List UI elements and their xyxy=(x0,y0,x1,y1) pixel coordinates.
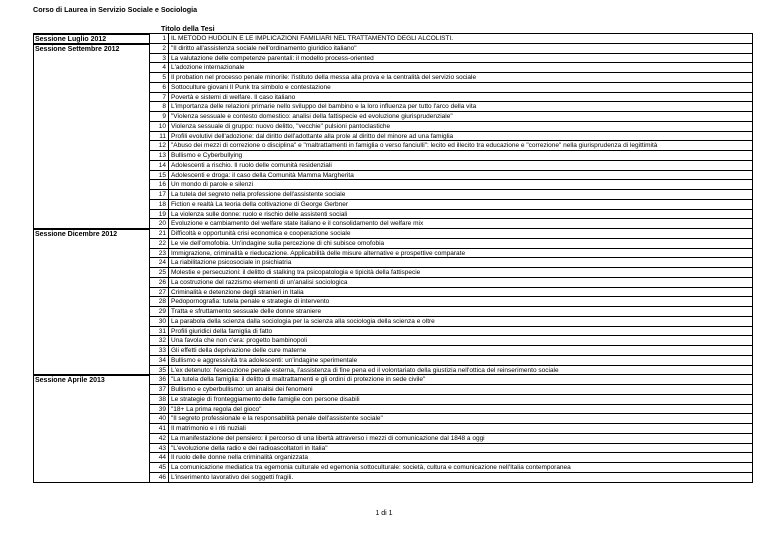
table-row xyxy=(33,151,753,161)
thesis-title: La costruzione del razzismo elementi di un'analisi sociologica xyxy=(168,278,753,288)
table-row xyxy=(33,44,753,54)
table-row xyxy=(33,141,753,151)
session-cell xyxy=(33,385,149,395)
table-row xyxy=(33,434,753,444)
row-number: 14 xyxy=(149,161,168,171)
thesis-title: Una favola che non c'era: progetto bambinopoli xyxy=(168,336,753,346)
row-number: 24 xyxy=(149,258,168,268)
table-row xyxy=(33,112,753,122)
session-cell xyxy=(33,366,149,376)
session-cell xyxy=(33,307,149,317)
row-number: 38 xyxy=(149,395,168,405)
session-cell xyxy=(33,112,149,122)
table-row xyxy=(33,63,753,73)
table-row xyxy=(33,34,753,44)
row-number: 33 xyxy=(149,346,168,356)
thesis-title: Evoluzione e cambiamento del welfare state italiano e il consolidamento del welfare mix xyxy=(168,219,753,229)
session-cell xyxy=(33,239,149,249)
table-row xyxy=(33,122,753,132)
session-cell xyxy=(33,473,149,483)
session-cell xyxy=(33,424,149,434)
thesis-title: L'importanza delle relazioni primarie nello sviluppo del bambino e la loro influenza per tutto l'arco della vita xyxy=(168,102,753,112)
row-number: 43 xyxy=(149,444,168,454)
thesis-title: Le strategie di fronteggiamento delle famiglie con persone disabili xyxy=(168,395,753,405)
table-row xyxy=(33,210,753,220)
session-cell xyxy=(33,122,149,132)
session-cell xyxy=(33,83,149,93)
row-number: 46 xyxy=(149,473,168,483)
table-row xyxy=(33,444,753,454)
thesis-title: La comunicazione mediatica tra egemonia culturale ed egemonia sottoculturale: società, cultura e comunicazione nell'Italia contemporanea xyxy=(168,463,753,473)
thesis-title: Gli effetti della deprivazione delle cure materne xyxy=(168,346,753,356)
table-row xyxy=(33,102,753,112)
session-cell xyxy=(33,73,149,83)
table-row xyxy=(33,93,753,103)
table-row xyxy=(33,229,753,239)
session-cell xyxy=(33,151,149,161)
row-number: 44 xyxy=(149,453,168,463)
table-row xyxy=(33,54,753,64)
thesis-title: La tutela del segreto nella professione dell'assistente sociale xyxy=(168,190,753,200)
row-number: 10 xyxy=(149,122,168,132)
table-row xyxy=(33,414,753,424)
thesis-title: Sottoculture giovani Il Punk tra simbolo e contestazione xyxy=(168,83,753,93)
thesis-title: Immigrazione, criminalità e rieducazione. Applicabilità delle misure alternative e prospettive comparate xyxy=(168,249,753,259)
table-row xyxy=(33,249,753,259)
session-cell xyxy=(33,258,149,268)
thesis-title: Adolescenti e droga: il caso della Comunità Mamma Margherita xyxy=(168,171,753,181)
thesis-title: La violenza sulle donne: ruolo e rischio delle assistenti sociali xyxy=(168,210,753,220)
session-cell xyxy=(33,297,149,307)
table-row xyxy=(33,132,753,142)
row-number: 12 xyxy=(149,141,168,151)
table-row xyxy=(33,463,753,473)
row-number: 3 xyxy=(149,54,168,64)
thesis-title: Molestie e persecuzioni: il delitto di stalking tra psicopatologia e tipicità della fattispecie xyxy=(168,268,753,278)
row-number: 25 xyxy=(149,268,168,278)
thesis-title: "18+ La prima regola del gioco" xyxy=(168,405,753,415)
session-cell xyxy=(33,190,149,200)
session-cell xyxy=(33,453,149,463)
thesis-title: Povertà e sistemi di welfare. Il caso italiano xyxy=(168,93,753,103)
row-number: 6 xyxy=(149,83,168,93)
row-number: 27 xyxy=(149,288,168,298)
session-cell xyxy=(33,414,149,424)
row-number: 8 xyxy=(149,102,168,112)
table-row xyxy=(33,171,753,181)
row-number: 39 xyxy=(149,405,168,415)
row-number: 19 xyxy=(149,210,168,220)
thesis-table xyxy=(33,33,753,483)
thesis-title: Le vie dell'omofobia. Un'indagine sulla percezione di chi subisce omofobia xyxy=(168,239,753,249)
session-cell xyxy=(33,444,149,454)
table-row xyxy=(33,366,753,376)
table-row xyxy=(33,258,753,268)
session-cell xyxy=(33,405,149,415)
table-row xyxy=(33,83,753,93)
session-cell xyxy=(33,327,149,337)
thesis-title: Bullismo e cyberbullismo: un analisi dei fenomeni xyxy=(168,385,753,395)
session-cell xyxy=(33,463,149,473)
row-number: 5 xyxy=(149,73,168,83)
thesis-title: Criminalità e detenzione degli stranieri in Italia xyxy=(168,288,753,298)
row-number: 41 xyxy=(149,424,168,434)
thesis-title: IL METODO HUDOLIN E LE IMPLICAZIONI FAMILIARI NEL TRATTAMENTO DEGLI ALCOLISTI. xyxy=(168,34,753,44)
row-number: 42 xyxy=(149,434,168,444)
thesis-title: Difficoltà e opportunità crisi economica e cooperazione sociale xyxy=(168,229,753,239)
table-row xyxy=(33,268,753,278)
table-row xyxy=(33,453,753,463)
session-cell xyxy=(33,93,149,103)
row-number: 11 xyxy=(149,132,168,142)
table-row xyxy=(33,278,753,288)
thesis-title: Profili evolutivi dell'adozione: dal diritto dell'adottante alla prole al diritto del minore ad una famiglia xyxy=(168,132,753,142)
table-row xyxy=(33,190,753,200)
session-cell xyxy=(33,141,149,151)
row-number: 13 xyxy=(149,151,168,161)
thesis-title: "Abuso dei mezzi di correzione o disciplina" e "maltrattamenti in famiglia o verso fanciulli": lecito ed illecito tra educazione e "correzione" nella giurisprudenza di legittimità xyxy=(168,141,753,151)
row-number: 45 xyxy=(149,463,168,473)
session-cell xyxy=(33,102,149,112)
session-cell xyxy=(33,336,149,346)
thesis-title: Bullismo e Cyberbullying xyxy=(168,151,753,161)
table-row xyxy=(33,219,753,229)
thesis-title: Il ruolo delle donne nella criminalità organizzata xyxy=(168,453,753,463)
session-cell: Sessione Aprile 2013 xyxy=(33,375,149,385)
thesis-title: Profili giuridici della famiglia di fatto xyxy=(168,327,753,337)
table-row xyxy=(33,327,753,337)
session-cell xyxy=(33,63,149,73)
thesis-title: Fiction e realtà La teoria della coltivazione di George Gerbner xyxy=(168,200,753,210)
page-number: 1 di 1 xyxy=(375,510,393,517)
session-cell xyxy=(33,268,149,278)
row-number: 34 xyxy=(149,356,168,366)
thesis-title: La parabola della scienza dalla sociologia per la scienza alla sociologia della scienza e oltre xyxy=(168,317,753,327)
table-row xyxy=(33,161,753,171)
row-number: 35 xyxy=(149,366,168,376)
table-row xyxy=(33,239,753,249)
thesis-title: Violenza sessuale di gruppo: nuovo delitto, "vecchie" pulsioni pantoclastiche xyxy=(168,122,753,132)
session-cell: Sessione Settembre 2012 xyxy=(33,44,149,54)
thesis-title: L'ex detenuto: l'esecuzione penale esterna, l'assistenza di fine pena ed il volontariato della giustizia nell'ottica del reinserimento sociale xyxy=(168,366,753,376)
table-row xyxy=(33,297,753,307)
session-cell xyxy=(33,288,149,298)
session-cell xyxy=(33,161,149,171)
session-cell xyxy=(33,219,149,229)
row-number: 20 xyxy=(149,219,168,229)
row-number: 26 xyxy=(149,278,168,288)
table-row xyxy=(33,424,753,434)
row-number: 23 xyxy=(149,249,168,259)
row-number: 40 xyxy=(149,414,168,424)
row-number: 4 xyxy=(149,63,168,73)
session-cell: Sessione Luglio 2012 xyxy=(33,34,149,44)
session-cell xyxy=(33,356,149,366)
thesis-title: "Il segreto professionale e la responsabilità penale dell'assistente sociale" xyxy=(168,414,753,424)
table-row xyxy=(33,288,753,298)
thesis-title: Pedopornografia: tutela penale e strategie di intervento xyxy=(168,297,753,307)
session-cell: Sessione Dicembre 2012 xyxy=(33,229,149,239)
row-number: 36 xyxy=(149,375,168,385)
table-row xyxy=(33,395,753,405)
session-cell xyxy=(33,395,149,405)
thesis-title: Bullismo e aggressività tra adolescenti: un'indagine sperimentale xyxy=(168,356,753,366)
session-cell xyxy=(33,249,149,259)
row-number: 9 xyxy=(149,112,168,122)
row-number: 37 xyxy=(149,385,168,395)
thesis-title: "Violenza sessuale e contesto domestico: analisi della fattispecie ed evoluzione giurisprudenziale" xyxy=(168,112,753,122)
table-row xyxy=(33,73,753,83)
thesis-title: "Il diritto all'assistenza sociale nell'ordinamento giuridico italiano" xyxy=(168,44,753,54)
table-row xyxy=(33,375,753,385)
row-number: 2 xyxy=(149,44,168,54)
document-title: Corso di Laurea in Servizio Sociale e Sociologia xyxy=(33,5,198,14)
thesis-title: La manifestazione del pensiero: il percorso di una libertà attraverso i mezzi di comunicazione dal 1848 a oggi xyxy=(168,434,753,444)
table-row xyxy=(33,200,753,210)
row-number: 17 xyxy=(149,190,168,200)
table-row xyxy=(33,473,753,483)
row-number: 29 xyxy=(149,307,168,317)
table-row xyxy=(33,336,753,346)
thesis-title: Adolescenti a rischio. Il ruolo delle comunità residenziali xyxy=(168,161,753,171)
session-cell xyxy=(33,132,149,142)
row-number: 30 xyxy=(149,317,168,327)
row-number: 1 xyxy=(149,34,168,44)
row-number: 32 xyxy=(149,336,168,346)
session-cell xyxy=(33,180,149,190)
row-number: 22 xyxy=(149,239,168,249)
session-cell xyxy=(33,54,149,64)
column-header-titolo: Titolo della Tesi xyxy=(161,24,215,33)
thesis-title: La valutazione delle competenze parentali: il modello process-oriented xyxy=(168,54,753,64)
row-number: 7 xyxy=(149,93,168,103)
thesis-title: Un mondo di parole e silenzi xyxy=(168,180,753,190)
thesis-title: Tratta e sfruttamento sessuale delle donne straniere xyxy=(168,307,753,317)
thesis-title: "L'evoluzione della radio e dei radioascoltatori in Italia" xyxy=(168,444,753,454)
table-row xyxy=(33,307,753,317)
thesis-title: L'adozione internazionale xyxy=(168,63,753,73)
table-row xyxy=(33,356,753,366)
row-number: 16 xyxy=(149,180,168,190)
table-row xyxy=(33,385,753,395)
session-cell xyxy=(33,434,149,444)
table-row xyxy=(33,405,753,415)
thesis-title: La riabilitazione psicosociale in psichiatria xyxy=(168,258,753,268)
thesis-title: Il probation nel processo penale minorile: l'istituto della messa alla prova e la centralità del servizio sociale xyxy=(168,73,753,83)
row-number: 18 xyxy=(149,200,168,210)
row-number: 28 xyxy=(149,297,168,307)
table-row xyxy=(33,317,753,327)
thesis-title: L'inserimento lavorativo dei soggetti fragili. xyxy=(168,473,753,483)
table-row xyxy=(33,180,753,190)
session-cell xyxy=(33,317,149,327)
thesis-title: "La tutela della famiglia: il delitto di maltrattamenti e gli ordini di protezione in sede civile" xyxy=(168,375,753,385)
row-number: 21 xyxy=(149,229,168,239)
session-cell xyxy=(33,346,149,356)
row-number: 15 xyxy=(149,171,168,181)
session-cell xyxy=(33,171,149,181)
session-cell xyxy=(33,200,149,210)
thesis-title: Il matrimonio e i riti nuziali xyxy=(168,424,753,434)
row-number: 31 xyxy=(149,327,168,337)
session-cell xyxy=(33,210,149,220)
table-row xyxy=(33,346,753,356)
session-cell xyxy=(33,278,149,288)
